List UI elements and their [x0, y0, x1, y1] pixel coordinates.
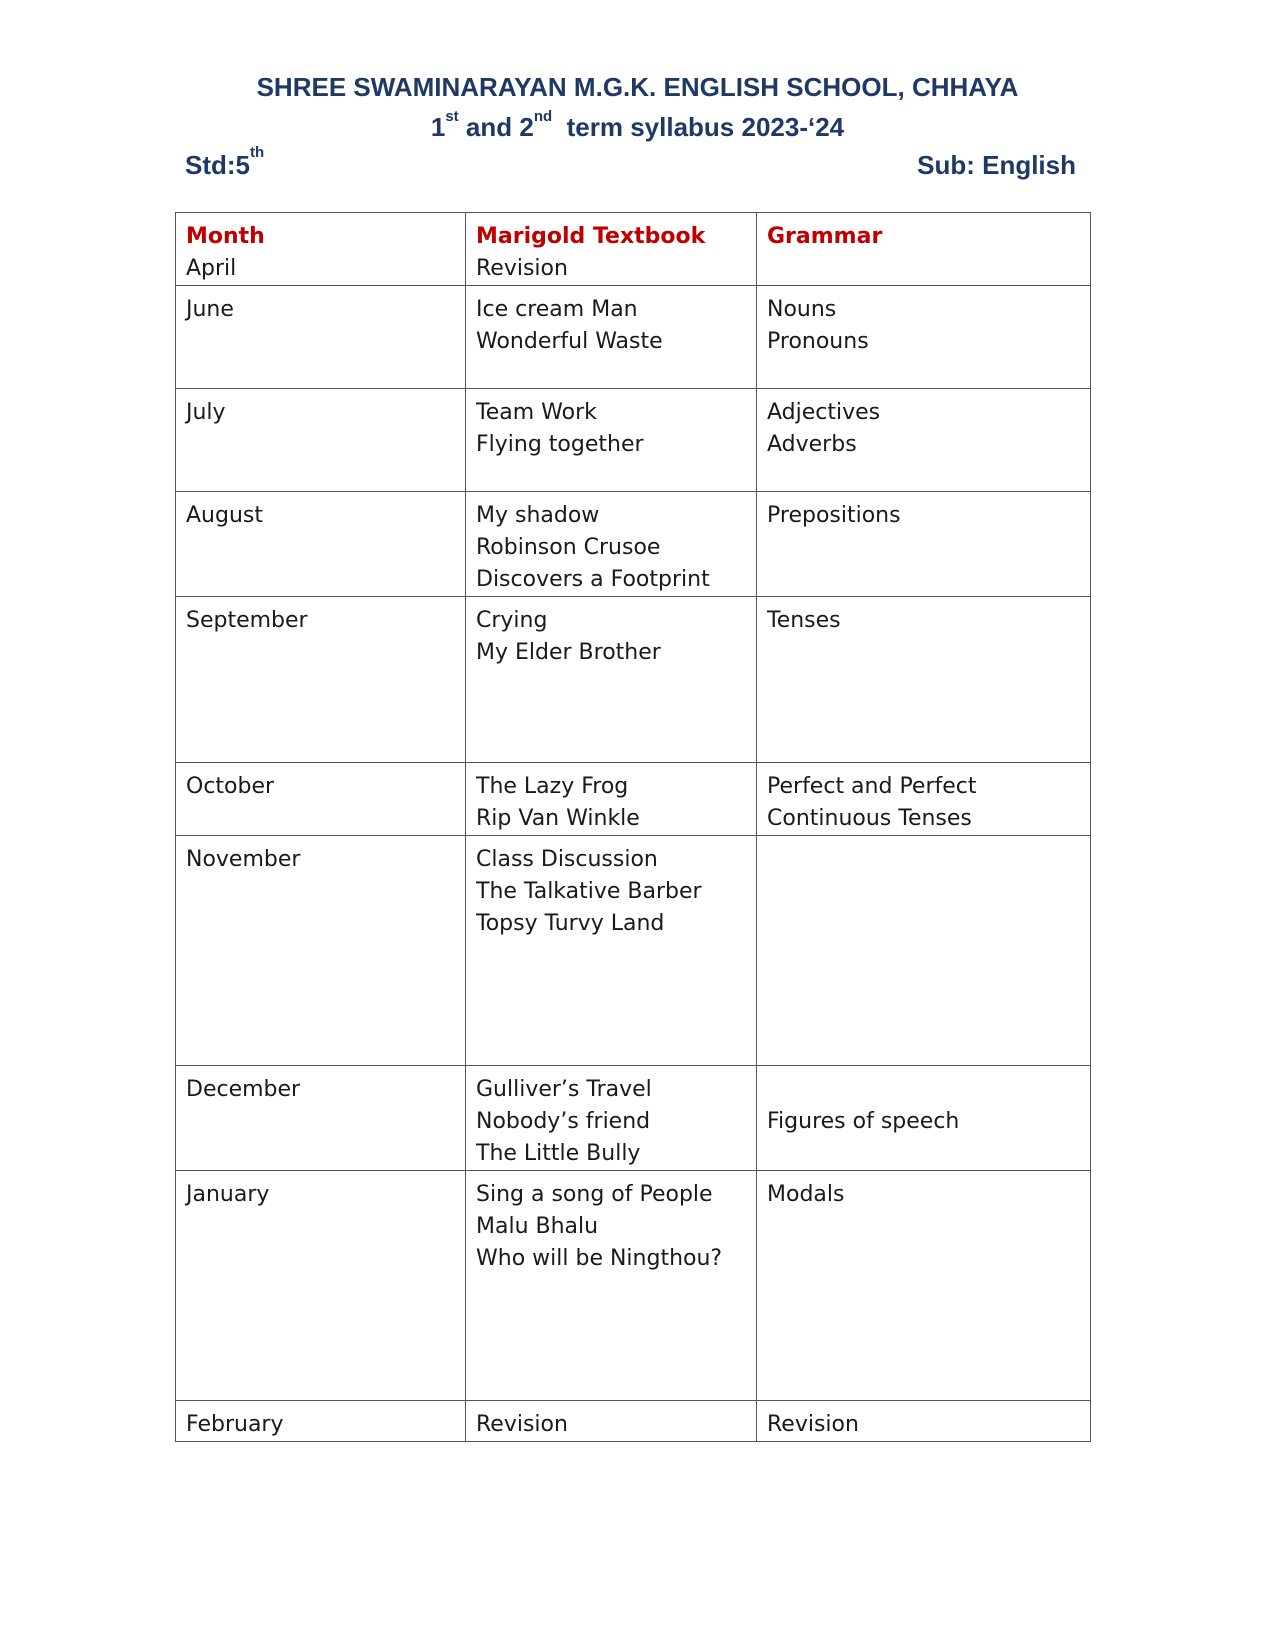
- textbook-topic: The Little Bully: [476, 1141, 641, 1166]
- month-cell: [176, 286, 466, 389]
- term-rest: term syllabus 2023-‘24: [566, 112, 845, 142]
- table-row: [176, 597, 1091, 763]
- grammar-topic: Revision: [767, 1412, 859, 1437]
- month-cell: [176, 1401, 466, 1442]
- month-cell: [176, 836, 466, 1066]
- grammar-cell: [757, 1066, 1091, 1171]
- textbook-topic: Revision: [476, 1412, 568, 1437]
- month-label: August: [186, 503, 263, 528]
- month-label: December: [186, 1077, 301, 1102]
- textbook-cell: [466, 1171, 757, 1401]
- school-name: SHREE SWAMINARAYAN M.G.K. ENGLISH SCHOOL, CHHAYA: [256, 72, 1019, 102]
- month-cell: [176, 492, 466, 597]
- textbook-cell: [466, 389, 757, 492]
- month-cell: [176, 213, 466, 286]
- table-row: [176, 492, 1091, 597]
- grammar-topic: Adjectives: [767, 400, 881, 425]
- textbook-topic: Ice cream Man: [476, 297, 638, 322]
- std-prefix: Std:5: [185, 150, 250, 180]
- grammar-topic: Modals: [767, 1182, 845, 1207]
- term-first-num: 1: [430, 112, 446, 142]
- textbook-topic: Flying together: [476, 432, 644, 457]
- textbook-topic: My Elder Brother: [476, 640, 661, 665]
- month-header: Month: [186, 224, 265, 249]
- grammar-topic: Prepositions: [767, 503, 901, 528]
- month-label: January: [186, 1182, 270, 1207]
- table-row: [176, 836, 1091, 1066]
- textbook-cell: [466, 213, 757, 286]
- table-row: [176, 213, 1091, 286]
- month-cell: [176, 597, 466, 763]
- term-title: [0, 108, 1275, 143]
- textbook-topic: Gulliver’s Travel: [476, 1077, 652, 1102]
- textbook-topic: Sing a song of People: [476, 1182, 713, 1207]
- textbook-header: Marigold Textbook: [476, 224, 706, 249]
- term-first-sup: st: [445, 108, 459, 125]
- textbook-cell: [466, 763, 757, 836]
- grammar-cell: [757, 1171, 1091, 1401]
- month-label: June: [186, 297, 234, 322]
- std-sup: th: [250, 144, 265, 161]
- textbook-topic: Nobody’s friend: [476, 1109, 651, 1134]
- textbook-topic: Wonderful Waste: [476, 329, 663, 354]
- month-label: September: [186, 608, 308, 633]
- table-row: [176, 1066, 1091, 1171]
- std-label: [185, 144, 265, 181]
- month-cell: [176, 1171, 466, 1401]
- grammar-cell: [757, 836, 1091, 1066]
- table-row: [176, 763, 1091, 836]
- grammar-topic: Continuous Tenses: [767, 806, 972, 831]
- textbook-topic: The Lazy Frog: [476, 774, 629, 799]
- textbook-topic: Robinson Crusoe: [476, 535, 661, 560]
- textbook-topic: Topsy Turvy Land: [476, 911, 665, 936]
- textbook-topic: Malu Bhalu: [476, 1214, 599, 1239]
- table-row: [176, 286, 1091, 389]
- subject-label: Sub: English: [917, 150, 1076, 180]
- month-cell: [176, 389, 466, 492]
- grammar-cell: [757, 597, 1091, 763]
- grammar-cell: [757, 492, 1091, 597]
- grammar-topic: Perfect and Perfect: [767, 774, 977, 799]
- month-label: November: [186, 847, 301, 872]
- term-second-sup: nd: [533, 108, 553, 125]
- syllabus-table: [175, 212, 1091, 1442]
- grammar-topic: Tenses: [767, 608, 841, 633]
- textbook-cell: [466, 836, 757, 1066]
- textbook-topic: Rip Van Winkle: [476, 806, 640, 831]
- table-row: [176, 1401, 1091, 1442]
- grammar-topic: Adverbs: [767, 432, 857, 457]
- month-label: October: [186, 774, 275, 799]
- grammar-cell: [757, 213, 1091, 286]
- month-label: July: [186, 400, 226, 425]
- grammar-cell: [757, 389, 1091, 492]
- grammar-topic: Figures of speech: [767, 1109, 960, 1134]
- textbook-cell: [466, 1066, 757, 1171]
- textbook-cell: [466, 492, 757, 597]
- textbook-topic: Who will be Ningthou?: [476, 1246, 723, 1271]
- textbook-topic: Revision: [476, 256, 568, 281]
- grammar-cell: [757, 286, 1091, 389]
- grammar-topic: Nouns: [767, 297, 837, 322]
- grammar-cell: [757, 763, 1091, 836]
- textbook-topic: The Talkative Barber: [476, 879, 702, 904]
- month-cell: [176, 763, 466, 836]
- month-cell: [176, 1066, 466, 1171]
- textbook-topic: Crying: [476, 608, 548, 633]
- grammar-cell: [757, 1401, 1091, 1442]
- term-and: and 2: [465, 112, 534, 142]
- textbook-cell: [466, 597, 757, 763]
- table-row: [176, 1171, 1091, 1401]
- textbook-topic: Discovers a Footprint: [476, 567, 710, 592]
- month-label: February: [186, 1412, 284, 1437]
- textbook-topic: Team Work: [476, 400, 597, 425]
- table-row: [176, 389, 1091, 492]
- textbook-cell: [466, 286, 757, 389]
- textbook-cell: [466, 1401, 757, 1442]
- textbook-topic: Class Discussion: [476, 847, 658, 872]
- month-label: April: [186, 256, 237, 281]
- textbook-topic: My shadow: [476, 503, 600, 528]
- grammar-topic: Pronouns: [767, 329, 869, 354]
- grammar-header: Grammar: [767, 224, 883, 249]
